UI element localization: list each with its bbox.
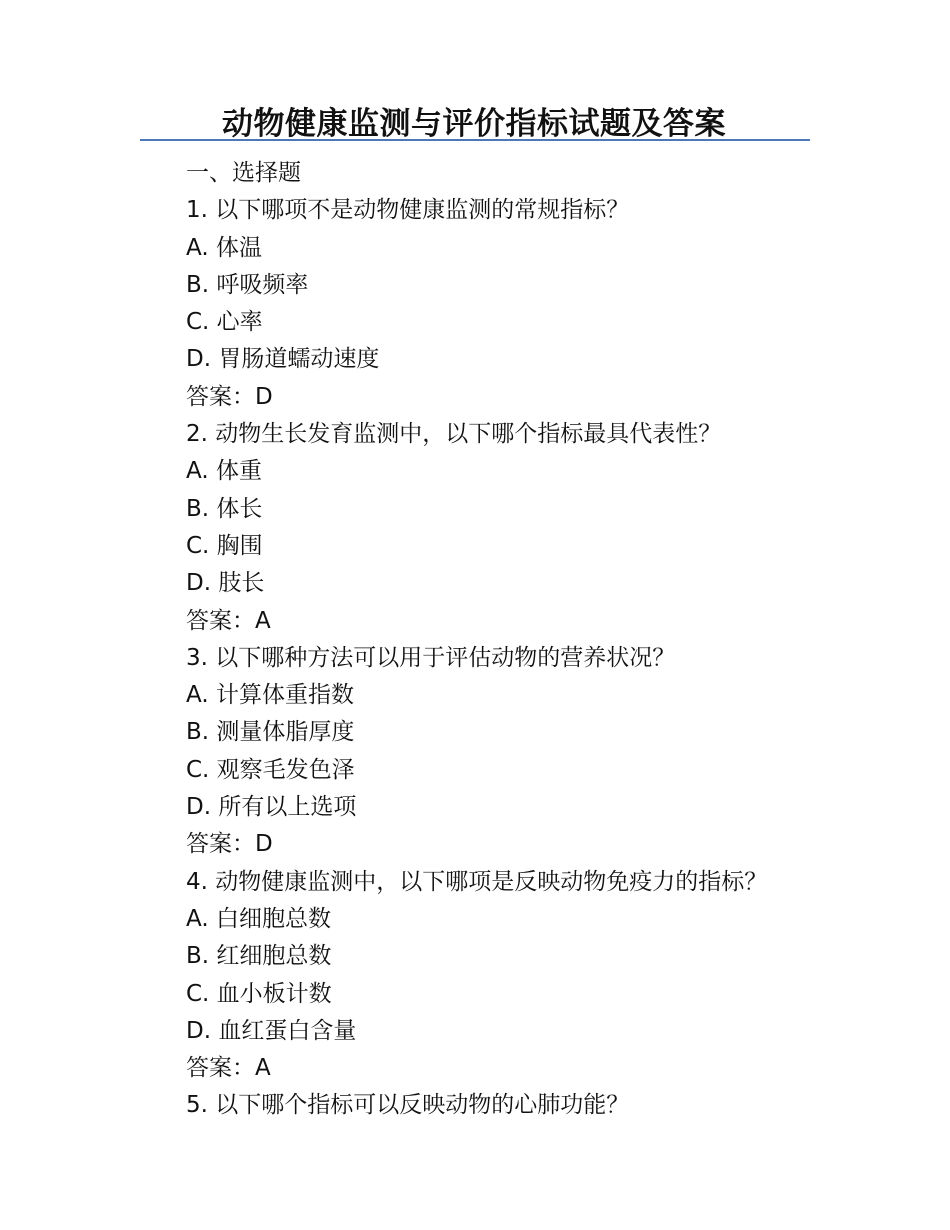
question-2-option-b: B. 体长 — [186, 495, 263, 522]
question-1-option-a: A. 体温 — [186, 234, 262, 261]
question-4-answer: 答案：A — [186, 1055, 271, 1082]
question-3-option-d: D. 所有以上选项 — [186, 794, 357, 821]
question-5: 5. 以下哪个指标可以反映动物的心肺功能？ — [186, 1092, 630, 1119]
question-1: 1. 以下哪项不是动物健康监测的常规指标？ — [186, 197, 630, 224]
question-4-option-c: C. 血小板计数 — [186, 980, 332, 1007]
question-2: 2. 动物生长发育监测中，以下哪个指标最具代表性？ — [186, 421, 722, 448]
question-1-answer: 答案：D — [186, 383, 273, 410]
question-2-option-d: D. 肢长 — [186, 570, 265, 597]
question-4: 4. 动物健康监测中，以下哪项是反映动物免疫力的指标？ — [186, 868, 768, 895]
question-1-option-c: C. 心率 — [186, 309, 263, 336]
question-3-option-a: A. 计算体重指数 — [186, 682, 354, 709]
question-3: 3. 以下哪种方法可以用于评估动物的营养状况？ — [186, 644, 676, 671]
question-2-answer: 答案：A — [186, 607, 271, 634]
question-3-answer: 答案：D — [186, 831, 273, 858]
question-1-option-b: B. 呼吸频率 — [186, 271, 309, 298]
question-4-option-d: D. 血红蛋白含量 — [186, 1017, 357, 1044]
question-4-option-a: A. 白细胞总数 — [186, 905, 331, 932]
document-title: 动物健康监测与评价指标试题及答案 — [222, 106, 726, 142]
question-1-option-d: D. 胃肠道蠕动速度 — [186, 346, 380, 373]
title-underline — [140, 139, 810, 141]
section-heading: 一、选择题 — [186, 160, 301, 186]
question-2-option-a: A. 体重 — [186, 458, 262, 485]
question-3-option-b: B. 测量体脂厚度 — [186, 719, 355, 746]
question-3-option-c: C. 观察毛发色泽 — [186, 756, 355, 783]
question-4-option-b: B. 红细胞总数 — [186, 943, 332, 970]
question-2-option-c: C. 胸围 — [186, 532, 263, 559]
document-body — [186, 155, 886, 1125]
